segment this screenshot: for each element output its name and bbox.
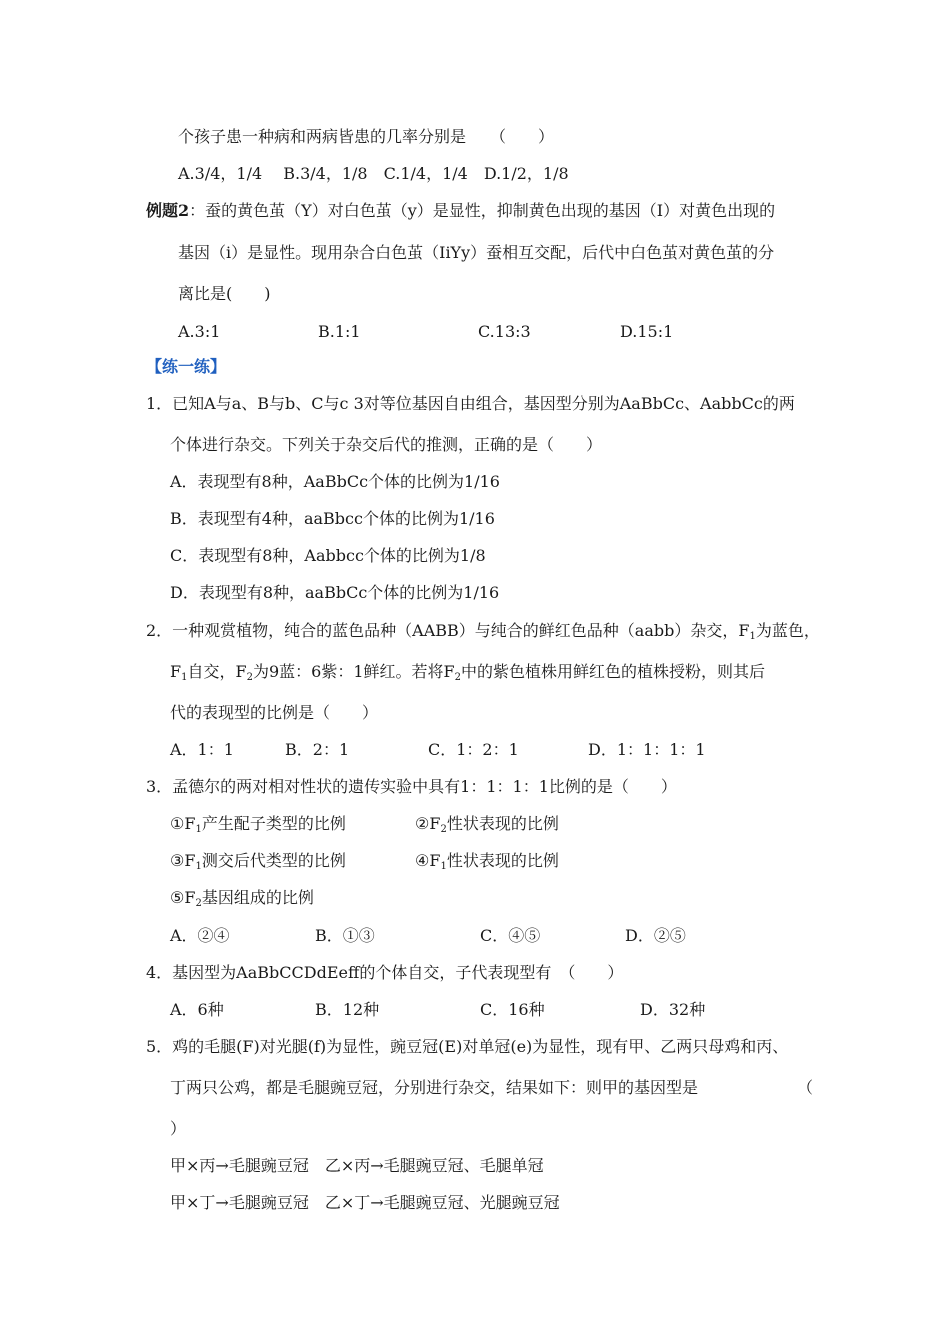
q3-item1-text-a: ①F <box>170 814 196 833</box>
q4-line1: 4．基因型为AaBbCCDdEeff的个体自交，子代表现型有 （ ） <box>146 963 624 982</box>
q1-line2: 个体进行杂交。下列关于杂交后代的推测，正确的是（ ） <box>170 435 603 454</box>
q3-item4-subscript: 1 <box>440 861 447 872</box>
q2-line2-subscript-3: 2 <box>454 672 461 683</box>
q1-line1: 1．已知A与a、B与b、C与c 3对等位基因自由组合，基因型分别为AaBbCc、AabbCc的两 <box>146 394 795 413</box>
q1-option-b: B．表现型有4种，aaBbcc个体的比例为1/16 <box>170 509 495 528</box>
q5-line2-paren: （ <box>797 1078 814 1097</box>
q4-option-d: D．32种 <box>640 1000 706 1019</box>
q3-option-a: A．②④ <box>170 926 230 945</box>
q3-item1 <box>170 813 346 841</box>
q1-option-d: D．表现型有8种，aaBbCc个体的比例为1/16 <box>170 583 500 602</box>
example2-option-b: B.1:1 <box>318 322 361 341</box>
q3-option-c: C．④⑤ <box>480 926 541 945</box>
q5-line1: 5．鸡的毛腿(F)对光腿(f)为显性，豌豆冠(E)对单冠(e)为显性，现有甲、乙两只母鸡和丙、 <box>146 1037 789 1056</box>
q3-item2-text-b: 性状表现的比例 <box>446 814 559 833</box>
section-heading: 【练一练】 <box>146 357 227 376</box>
q4-option-b: B．12种 <box>315 1000 380 1019</box>
q2-line1 <box>146 620 820 648</box>
q2-line1-text-a: 2．一种观赏植物，纯合的蓝色品种（AABB）与纯合的鲜红色品种（aabb）杂交，F <box>146 621 750 640</box>
prev-question-options: A.3/4，1/4 B.3/4，1/8 C.1/4，1/4 D.1/2，1/8 <box>178 164 569 183</box>
q3-item5 <box>170 887 314 915</box>
q2-line2-text-b: 自交，F <box>187 662 247 681</box>
q2-line1-text-b: 为蓝色， <box>755 621 820 640</box>
q1-option-c: C．表现型有8种，Aabbcc个体的比例为1/8 <box>170 546 486 565</box>
example2-line1-text: ：蚕的黄色茧（Y）对白色茧（y）是显性，抑制黄色出现的基因（I）对黄色出现的 <box>189 201 776 220</box>
q3-option-d: D．②⑤ <box>625 926 686 945</box>
example2-line1 <box>146 200 775 222</box>
q3-item4-text-a: ④F <box>415 851 441 870</box>
q3-item2-subscript: 2 <box>440 824 447 835</box>
q3-item3-text-a: ③F <box>170 851 196 870</box>
q3-item3-subscript: 1 <box>195 861 202 872</box>
q2-option-b: B．2：1 <box>285 740 350 759</box>
q2-line2-subscript-2: 2 <box>246 672 253 683</box>
q3-item2 <box>415 813 559 841</box>
q5-line2: 丁两只公鸡，都是毛腿豌豆冠，分别进行杂交，结果如下：则甲的基因型是 <box>170 1078 699 1097</box>
q2-line2 <box>170 661 765 689</box>
example2-line2: 基因（i）是显性。现用杂合白色茧（IiYy）蚕相互交配，后代中白色茧对黄色茧的分 <box>178 243 775 262</box>
q4-option-c: C．16种 <box>480 1000 545 1019</box>
q2-option-d: D．1：1：1：1 <box>588 740 706 759</box>
q5-line3: ） <box>170 1119 187 1138</box>
q3-item1-subscript: 1 <box>195 824 202 835</box>
q3-item4 <box>415 850 559 878</box>
example2-label: 例题2 <box>146 201 190 220</box>
q3-item2-text-a: ②F <box>415 814 441 833</box>
q3-item5-text-b: 基因组成的比例 <box>201 888 314 907</box>
q3-item5-subscript: 2 <box>195 898 202 909</box>
q5-cross2: 甲×丁→毛腿豌豆冠 乙×丁→毛腿豌豆冠、光腿豌豆冠 <box>170 1193 560 1212</box>
q3-item3 <box>170 850 346 878</box>
q2-line2-text-d: 中的紫色植株用鲜红色的植株授粉，则其后 <box>461 662 766 681</box>
q2-line2-text-a: F <box>170 662 182 681</box>
q3-line1: 3．孟德尔的两对相对性状的遗传实验中具有1：1：1：1比例的是（ ） <box>146 777 677 796</box>
example2-option-c: C.13:3 <box>478 322 531 341</box>
q2-line3: 代的表现型的比例是（ ） <box>170 703 379 722</box>
q2-option-a: A．1：1 <box>170 740 234 759</box>
q3-item1-text-b: 产生配子类型的比例 <box>201 814 346 833</box>
example2-line3: 离比是( ) <box>178 284 271 303</box>
prev-question-line: 个孩子患一种病和两病皆患的几率分别是 （ ） <box>178 127 555 146</box>
q2-option-c: C．1：2：1 <box>428 740 519 759</box>
q3-item5-text-a: ⑤F <box>170 888 196 907</box>
example2-option-a: A.3:1 <box>178 322 221 341</box>
q2-line2-text-c: 为9蓝：6紫：1鲜红。若将F <box>252 662 455 681</box>
q4-option-a: A．6种 <box>170 1000 224 1019</box>
q3-item4-text-b: 性状表现的比例 <box>446 851 559 870</box>
example2-option-d: D.15:1 <box>620 322 674 341</box>
q3-option-b: B．①③ <box>315 926 375 945</box>
q3-item3-text-b: 测交后代类型的比例 <box>201 851 346 870</box>
q2-line2-subscript-1: 1 <box>181 672 188 683</box>
q1-option-a: A．表现型有8种，AaBbCc个体的比例为1/16 <box>170 472 500 491</box>
q2-line1-subscript: 1 <box>749 631 756 642</box>
q5-cross1: 甲×丙→毛腿豌豆冠 乙×丙→毛腿豌豆冠、毛腿单冠 <box>170 1156 544 1175</box>
